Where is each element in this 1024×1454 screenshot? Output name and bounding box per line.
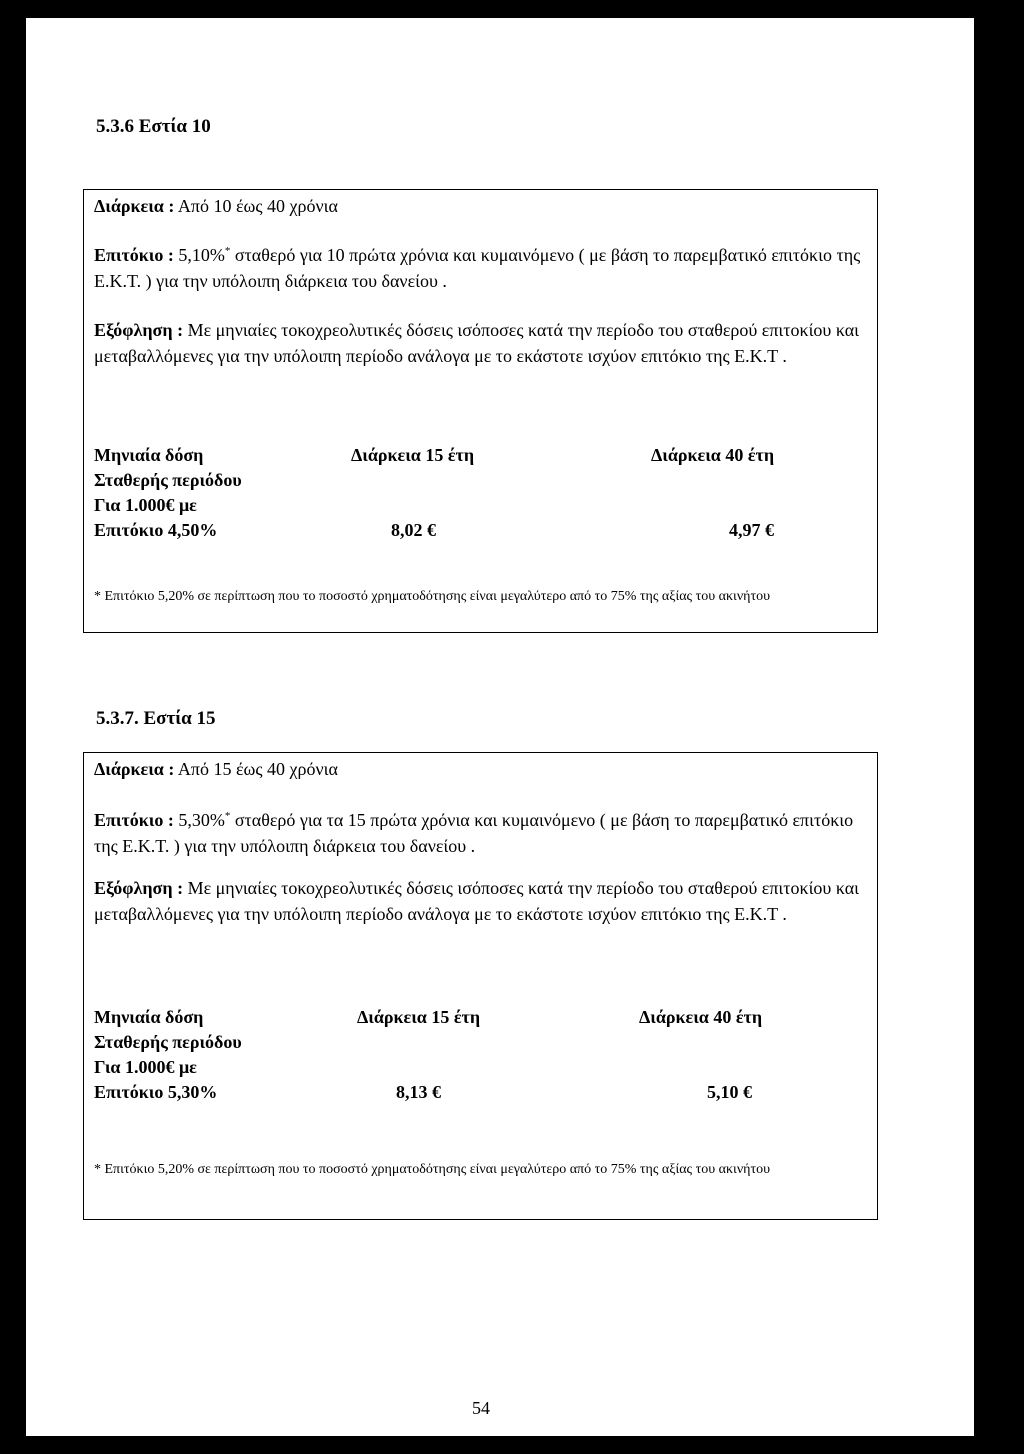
page-number: 54 [472, 1398, 490, 1418]
repayment-line [94, 318, 863, 369]
loan-box-estia-10 [83, 189, 878, 633]
rate-label: Επιτόκιο : [94, 810, 174, 830]
row-label-per-1000: Για 1.000€ με [94, 1057, 197, 1077]
duration-label: Διάρκεια : [94, 759, 175, 779]
duration-value: Από 15 έως 40 χρόνια [174, 759, 338, 779]
section-title-estia-10: 5.3.6 Εστία 10 [96, 116, 211, 137]
row-label-fixed-period: Σταθερής περιόδου [94, 470, 242, 490]
loan-box-estia-15 [83, 752, 878, 1220]
row-label-interest: Επιτόκιο 5,30% [94, 1082, 218, 1102]
installment-table [94, 1005, 867, 1105]
rate-description: σταθερό για 10 πρώτα χρόνια και κυμαινόμενο ( με βάση το παρεμβατικό επιτόκιο της Ε.Κ.Τ. ) για την υπόλοιπη διάρκεια του δανείου . [94, 245, 861, 291]
rate-line [94, 243, 863, 294]
repayment-label: Εξόφληση : [94, 878, 184, 898]
value-40-years: 5,10 € [707, 1082, 752, 1102]
installment-table [94, 443, 867, 543]
document-page [26, 18, 974, 1436]
rate-description: σταθερό για τα 15 πρώτα χρόνια και κυμαινόμενο ( με βάση το παρεμβατικό επιτόκιο της Ε.Κ.Τ. ) για την υπόλοιπη διάρκεια του δανείου . [94, 810, 854, 856]
value-40-years: 4,97 € [729, 520, 774, 540]
row-label-monthly: Μηνιαία δόση [94, 445, 204, 465]
section-title-estia-15: 5.3.7. Εστία 15 [96, 708, 216, 729]
rate-footnote-mark: * [224, 245, 231, 257]
repayment-label: Εξόφληση : [94, 320, 184, 340]
rate-value: 5,10% [173, 245, 225, 265]
rate-footnote-mark: * [224, 810, 231, 822]
col-header-15-years: Διάρκεια 15 έτη [351, 445, 475, 465]
row-label-interest: Επιτόκιο 4,50% [94, 520, 218, 540]
col-header-40-years: Διάρκεια 40 έτη [639, 1007, 763, 1027]
row-label-fixed-period: Σταθερής περιόδου [94, 1032, 242, 1052]
duration-line [94, 194, 338, 220]
row-label-monthly: Μηνιαία δόση [94, 1007, 204, 1027]
col-header-15-years: Διάρκεια 15 έτη [357, 1007, 481, 1027]
repayment-description: Με μηνιαίες τοκοχρεολυτικές δόσεις ισόποσες κατά την περίοδο του σταθερού επιτοκίου και μεταβαλλόμενες για την υπόλοιπη περίοδο ανάλογα με το εκάστοτε ισχύον επιτόκιο της Ε.Κ.Τ . [94, 878, 860, 924]
row-label-per-1000: Για 1.000€ με [94, 495, 197, 515]
footnote: * Επιτόκιο 5,20% σε περίπτωση που το ποσοστό χρηματοδότησης είναι μεγαλύτερο από το 75% της αξίας του ακινήτου [94, 1162, 771, 1177]
duration-label: Διάρκεια : [94, 196, 175, 216]
duration-line [94, 757, 338, 783]
rate-value: 5,30% [173, 810, 225, 830]
footnote: * Επιτόκιο 5,20% σε περίπτωση που το ποσοστό χρηματοδότησης είναι μεγαλύτερο από το 75% της αξίας του ακινήτου [94, 589, 771, 604]
repayment-line [94, 876, 863, 927]
rate-line [94, 808, 863, 859]
duration-value: Από 10 έως 40 χρόνια [174, 196, 338, 216]
rate-label: Επιτόκιο : [94, 245, 174, 265]
repayment-description: Με μηνιαίες τοκοχρεολυτικές δόσεις ισόποσες κατά την περίοδο του σταθερού επιτοκίου και μεταβαλλόμενες για την υπόλοιπη περίοδο ανάλογα με το εκάστοτε ισχύον επιτόκιο της Ε.Κ.Τ . [94, 320, 860, 366]
value-15-years: 8,02 € [391, 520, 436, 540]
value-15-years: 8,13 € [396, 1082, 441, 1102]
col-header-40-years: Διάρκεια 40 έτη [651, 445, 775, 465]
